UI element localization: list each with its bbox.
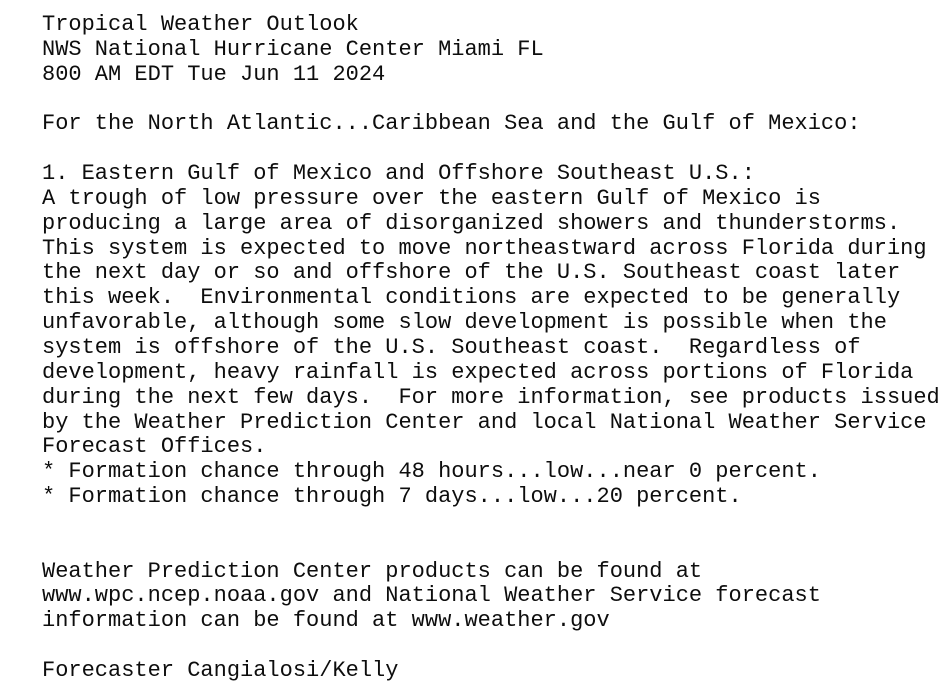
wpc-url-line: www.wpc.ncep.noaa.gov and National Weather Service forecast <box>42 583 821 609</box>
discussion-line: unfavorable, although some slow development is possible when the <box>42 310 887 336</box>
nws-url-line: information can be found at www.weather.gov <box>42 608 610 634</box>
blank-line <box>42 634 950 659</box>
discussion-line: Forecast Offices. <box>42 434 267 460</box>
formation-chance-7day-line: * Formation chance through 7 days...low...20 percent. <box>42 484 742 510</box>
region-header-line: For the North Atlantic...Caribbean Sea and the Gulf of Mexico: <box>42 111 861 137</box>
discussion-line: this week. Environmental conditions are expected to be generally <box>42 285 901 311</box>
section-1-heading-line: 1. Eastern Gulf of Mexico and Offshore Southeast U.S.: <box>42 161 755 187</box>
discussion-line: system is offshore of the U.S. Southeast coast. Regardless of <box>42 334 861 360</box>
discussion-line: A trough of low pressure over the eastern Gulf of Mexico is <box>42 185 821 211</box>
discussion-line: development, heavy rainfall is expected across portions of Florida <box>42 359 914 385</box>
forecaster-signature-line: Forecaster Cangialosi/Kelly <box>42 657 399 683</box>
product-title-line: Tropical Weather Outlook <box>42 12 359 37</box>
wpc-products-line: Weather Prediction Center products can be found at <box>42 558 703 584</box>
formation-chance-48hr-line: * Formation chance through 48 hours...low...near 0 percent. <box>42 459 821 485</box>
blank-line <box>42 88 950 113</box>
blank-line <box>42 137 950 162</box>
discussion-line: This system is expected to move northeastward across Florida during <box>42 235 927 261</box>
discussion-line: during the next few days. For more information, see products issued <box>42 384 940 410</box>
discussion-line: the next day or so and offshore of the U.S. Southeast coast later <box>42 260 901 286</box>
issue-time-line: 800 AM EDT Tue Jun 11 2024 <box>42 61 386 87</box>
issuing-office-line: NWS National Hurricane Center Miami FL <box>42 36 544 62</box>
blank-line <box>42 510 950 535</box>
blank-line <box>42 535 950 560</box>
discussion-line: by the Weather Prediction Center and local National Weather Service <box>42 409 927 435</box>
discussion-line: producing a large area of disorganized showers and thunderstorms. <box>42 210 901 236</box>
